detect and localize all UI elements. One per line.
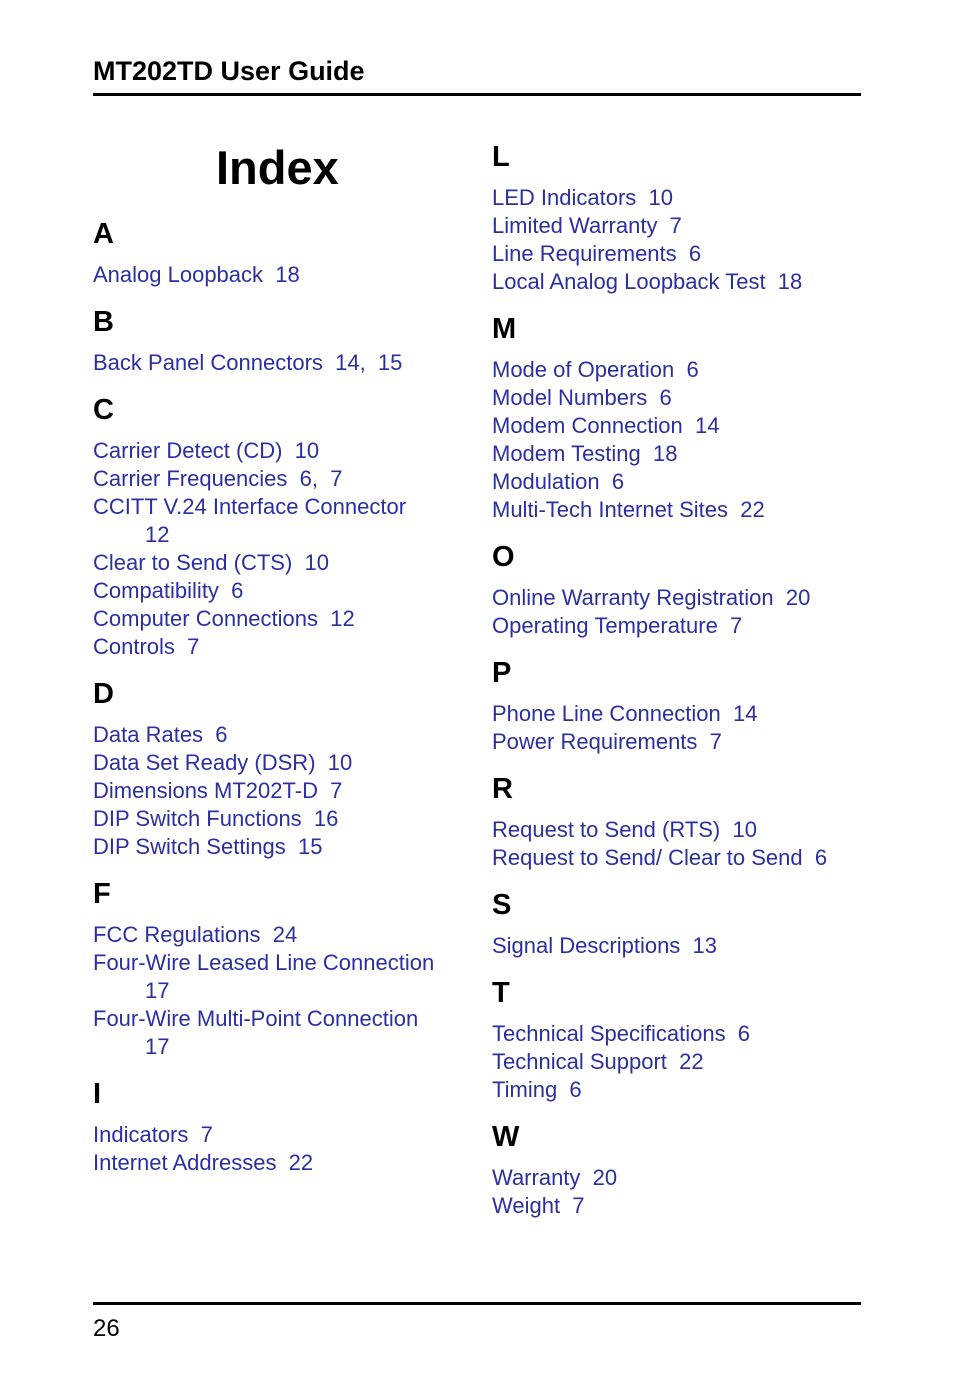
section-letter-heading: L xyxy=(492,141,510,173)
index-entry-link[interactable] xyxy=(492,412,862,440)
index-entry-text: Controls 7 xyxy=(93,634,200,659)
index-entry-link[interactable] xyxy=(93,1149,463,1177)
index-entry-text: Request to Send (RTS) 10 xyxy=(492,817,757,842)
index-section-t xyxy=(492,973,862,1104)
section-letter-heading: M xyxy=(492,313,517,345)
index-section-w xyxy=(492,1117,862,1220)
index-section-m xyxy=(492,309,862,524)
index-entry-text: CCITT V.24 Interface Connector xyxy=(93,494,407,519)
index-entry-link[interactable] xyxy=(93,493,463,549)
index-section-l xyxy=(492,137,862,296)
index-entry-link[interactable] xyxy=(93,805,463,833)
section-letter-heading: D xyxy=(93,678,114,710)
index-entry-link[interactable] xyxy=(93,921,463,949)
index-entry-link[interactable] xyxy=(93,465,463,493)
index-entry-text: FCC Regulations 24 xyxy=(93,922,298,947)
index-entry-link[interactable] xyxy=(492,1192,862,1220)
index-entry-text: DIP Switch Functions 16 xyxy=(93,806,339,831)
index-entry-link[interactable] xyxy=(93,833,463,861)
index-entry-text: DIP Switch Settings 15 xyxy=(93,834,323,859)
index-section-d xyxy=(93,674,463,861)
index-entry-text: Request to Send/ Clear to Send 6 xyxy=(492,845,828,870)
page-number: 26 xyxy=(93,1315,120,1342)
section-letter-heading: R xyxy=(492,773,513,805)
index-entry-link[interactable] xyxy=(93,261,463,289)
index-entry-text: Modulation 6 xyxy=(492,469,625,494)
index-entry-text: Model Numbers 6 xyxy=(492,385,672,410)
index-entry-link[interactable] xyxy=(93,777,463,805)
index-entry-link[interactable] xyxy=(492,496,862,524)
index-entry-text: Modem Connection 14 xyxy=(492,413,720,438)
index-entry-link[interactable] xyxy=(492,728,862,756)
index-entry-text: Timing 6 xyxy=(492,1077,582,1102)
index-entry-link[interactable] xyxy=(492,844,862,872)
index-entry-text: Warranty 20 xyxy=(492,1165,618,1190)
index-entry-link[interactable] xyxy=(492,440,862,468)
index-section-r xyxy=(492,769,862,872)
index-entry-link[interactable] xyxy=(492,212,862,240)
index-entry-link[interactable] xyxy=(492,1076,862,1104)
index-entry-text: Computer Connections 12 xyxy=(93,606,355,631)
index-section-o xyxy=(492,537,862,640)
index-entry-text: Data Rates 6 xyxy=(93,722,228,747)
index-entry-link[interactable] xyxy=(93,349,463,377)
index-entry-link[interactable] xyxy=(93,721,463,749)
index-entry-link[interactable] xyxy=(93,1121,463,1149)
index-entry-text: Limited Warranty 7 xyxy=(492,213,682,238)
index-entry-page-continuation: 17 xyxy=(145,978,170,1003)
index-entry-link[interactable] xyxy=(492,584,862,612)
index-entry-link[interactable] xyxy=(93,549,463,577)
index-entry-text: Technical Specifications 6 xyxy=(492,1021,751,1046)
document-header-title: MT202TD User Guide xyxy=(93,56,365,86)
index-entry-link[interactable] xyxy=(492,268,862,296)
section-letter-heading: C xyxy=(93,394,114,426)
index-section-i xyxy=(93,1074,463,1177)
section-letter-heading: S xyxy=(492,889,512,921)
index-entry-text: Internet Addresses 22 xyxy=(93,1150,314,1175)
index-entry-text: LED Indicators 10 xyxy=(492,185,673,210)
index-entry-link[interactable] xyxy=(93,605,463,633)
section-letter-heading: W xyxy=(492,1121,520,1153)
section-letter-heading: I xyxy=(93,1078,102,1110)
index-entry-link[interactable] xyxy=(492,700,862,728)
index-entry-link[interactable] xyxy=(93,577,463,605)
index-entry-text: Multi-Tech Internet Sites 22 xyxy=(492,497,765,522)
index-entry-link[interactable] xyxy=(492,240,862,268)
index-entry-text: Clear to Send (CTS) 10 xyxy=(93,550,329,575)
section-letter-heading: A xyxy=(93,218,114,250)
index-entry-text: Signal Descriptions 13 xyxy=(492,933,718,958)
index-entry-text: Phone Line Connection 14 xyxy=(492,701,758,726)
index-entry-link[interactable] xyxy=(492,1164,862,1192)
index-entry-link[interactable] xyxy=(492,468,862,496)
section-letter-heading: T xyxy=(492,977,510,1009)
index-section-c xyxy=(93,390,463,661)
index-column-right xyxy=(492,137,862,1233)
index-entry-link[interactable] xyxy=(492,1020,862,1048)
index-entry-link[interactable] xyxy=(93,437,463,465)
index-entry-text: Local Analog Loopback Test 18 xyxy=(492,269,803,294)
index-section-a xyxy=(93,214,463,289)
index-section-p xyxy=(492,653,862,756)
page-title: Index xyxy=(216,141,339,194)
section-letter-heading: P xyxy=(492,657,512,689)
index-entry-text: Modem Testing 18 xyxy=(492,441,678,466)
index-entry-link[interactable] xyxy=(492,612,862,640)
index-entry-link[interactable] xyxy=(492,932,862,960)
index-entry-page-continuation: 17 xyxy=(145,1034,170,1059)
index-entry-text: Online Warranty Registration 20 xyxy=(492,585,811,610)
index-entry-text: Four-Wire Multi-Point Connection xyxy=(93,1006,419,1031)
section-letter-heading: O xyxy=(492,541,515,573)
index-entry-text: Technical Support 22 xyxy=(492,1049,704,1074)
index-entry-link[interactable] xyxy=(492,1048,862,1076)
index-entry-link[interactable] xyxy=(93,749,463,777)
index-entry-link[interactable] xyxy=(93,633,463,661)
index-entry-link[interactable] xyxy=(492,816,862,844)
index-entry-page-continuation: 12 xyxy=(145,522,170,547)
header-divider xyxy=(93,93,861,96)
footer-divider xyxy=(93,1302,861,1305)
section-letter-heading: B xyxy=(93,306,114,338)
index-entry-text: Operating Temperature 7 xyxy=(492,613,743,638)
index-entry-link[interactable] xyxy=(492,384,862,412)
index-entry-text: Data Set Ready (DSR) 10 xyxy=(93,750,353,775)
index-entry-text: Carrier Frequencies 6, 7 xyxy=(93,466,343,491)
index-entry-link[interactable] xyxy=(93,949,463,1005)
index-entry-link[interactable] xyxy=(492,356,862,384)
index-entry-text: Dimensions MT202T-D 7 xyxy=(93,778,343,803)
index-entry-text: Indicators 7 xyxy=(93,1122,213,1147)
index-section-f xyxy=(93,874,463,1061)
index-section-b xyxy=(93,302,463,377)
index-entry-text: Mode of Operation 6 xyxy=(492,357,699,382)
index-column-left xyxy=(93,214,463,1190)
index-entry-text: Compatibility 6 xyxy=(93,578,244,603)
index-entry-link[interactable] xyxy=(93,1005,463,1061)
index-entry-text: Power Requirements 7 xyxy=(492,729,722,754)
index-entry-text: Line Requirements 6 xyxy=(492,241,702,266)
index-entry-text: Back Panel Connectors 14, 15 xyxy=(93,350,403,375)
index-entry-text: Four-Wire Leased Line Connection xyxy=(93,950,435,975)
index-entry-text: Carrier Detect (CD) 10 xyxy=(93,438,320,463)
index-entry-link[interactable] xyxy=(492,184,862,212)
index-entry-text: Weight 7 xyxy=(492,1193,585,1218)
index-entry-text: Analog Loopback 18 xyxy=(93,262,300,287)
index-section-s xyxy=(492,885,862,960)
section-letter-heading: F xyxy=(93,878,111,910)
